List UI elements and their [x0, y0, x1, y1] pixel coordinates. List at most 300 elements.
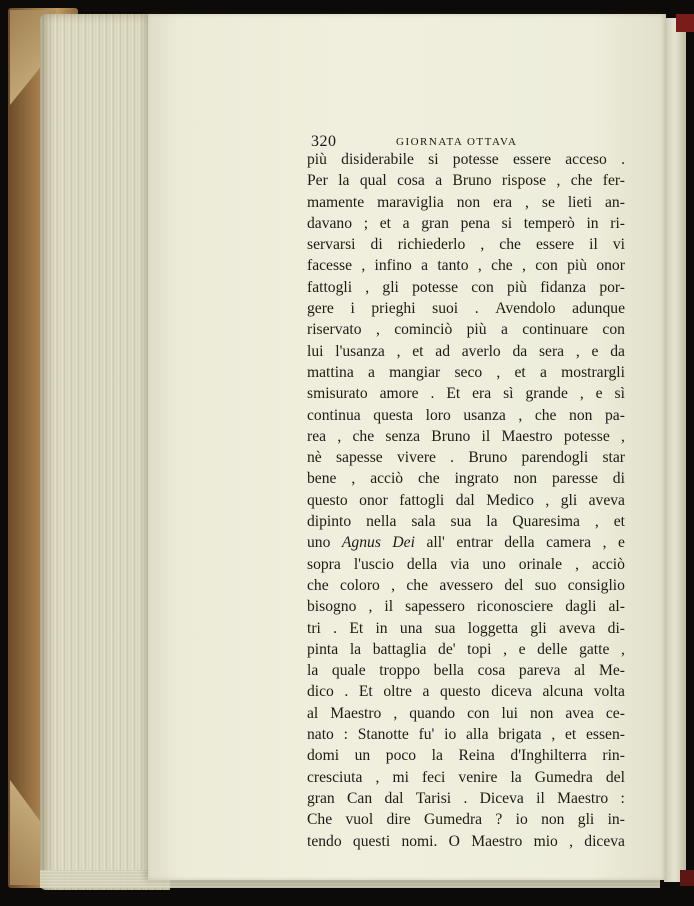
word: Can [347, 789, 373, 807]
text-line [307, 277, 625, 298]
word: tendo [307, 832, 342, 850]
word: sera [538, 342, 565, 360]
word: qual [359, 172, 387, 190]
word: fu' [418, 726, 435, 744]
word: a [500, 321, 508, 339]
word: rispose [501, 172, 547, 190]
word: pena [460, 214, 490, 232]
text-line [307, 511, 625, 532]
word: Per [307, 172, 328, 190]
text-line [307, 639, 625, 660]
word: quando [409, 704, 456, 722]
text-line [307, 192, 625, 213]
word: vi [612, 236, 625, 254]
word: , [337, 427, 342, 445]
word: Maestro [557, 789, 609, 807]
text-line [307, 767, 625, 788]
word: dagli [565, 598, 597, 616]
word: fattogli [307, 278, 353, 296]
word: a [435, 172, 443, 190]
word: dipinto [307, 513, 352, 531]
word: : [343, 726, 348, 744]
word: mi [392, 768, 409, 786]
word: nomi. [401, 832, 438, 850]
word: diceva [491, 683, 532, 701]
word: si [428, 151, 439, 168]
word: bisogno [307, 598, 357, 616]
word: , [477, 257, 482, 275]
word: da [512, 342, 528, 360]
word: al [307, 704, 319, 722]
word: amore [379, 385, 419, 403]
word: , [621, 427, 625, 445]
word: in- [607, 811, 625, 829]
word: alla [466, 726, 489, 744]
word: dire [386, 811, 411, 829]
word: gli [577, 811, 595, 829]
word: consiglio [567, 576, 625, 594]
word: uno [307, 534, 331, 552]
word: di- [607, 619, 625, 637]
word: questi [352, 832, 391, 850]
word: che [534, 406, 557, 424]
word: . [621, 151, 625, 168]
word: Bruno [452, 172, 492, 190]
word: sua [450, 513, 472, 531]
word: poco [385, 747, 417, 765]
word: Diceva [479, 789, 524, 807]
word: gere [307, 300, 334, 318]
word: . [344, 683, 349, 701]
word: sapessero [405, 598, 465, 616]
word: vuol [345, 811, 374, 829]
text-line [307, 575, 625, 596]
word: al- [608, 598, 625, 616]
word: troppo [379, 662, 421, 680]
word: Gumedra [424, 811, 483, 829]
word: coloro [339, 576, 380, 594]
word: , [525, 193, 529, 211]
word: acciò [592, 555, 625, 573]
word: dal [384, 789, 404, 807]
word: volta [593, 683, 625, 701]
section-title: GIORNATA OTTAVA [396, 136, 518, 148]
text-line [307, 554, 625, 575]
word: , [518, 406, 523, 424]
text-line [307, 298, 625, 319]
word: Tarisi [415, 789, 452, 807]
word: , [480, 236, 485, 254]
word: Agnus [341, 534, 381, 552]
word: potesse [563, 427, 610, 445]
word: il [589, 236, 598, 254]
facing-page-edge [664, 18, 686, 882]
word: ? [495, 811, 503, 829]
word: temperò [523, 214, 575, 232]
word: non [513, 470, 538, 488]
word: Gumedra [534, 768, 593, 786]
text-line [307, 149, 625, 170]
word: gli [560, 491, 578, 509]
word: . [463, 789, 468, 807]
word: uno [482, 555, 506, 573]
word: la [431, 747, 443, 765]
word: infino [374, 257, 412, 275]
word: io [444, 726, 457, 744]
word: a [540, 363, 547, 381]
word: acceso [565, 151, 607, 168]
word: feci [421, 768, 446, 786]
text-line [307, 703, 625, 724]
text-line [307, 405, 625, 426]
word: . [474, 300, 479, 318]
word: suo [534, 576, 557, 594]
word: ad [435, 342, 450, 360]
word: . [430, 385, 435, 403]
word: continuare [522, 321, 589, 339]
word: più [567, 257, 587, 275]
word: in [586, 214, 599, 232]
word: essere [535, 236, 575, 254]
word: d'Inghilterra [510, 747, 587, 765]
word: O [448, 832, 460, 850]
word: smisurato [307, 385, 368, 403]
text-line [307, 255, 625, 276]
word: et [379, 214, 391, 232]
word: Et [446, 385, 461, 403]
word: , [522, 257, 526, 275]
word: , [602, 534, 607, 552]
word: mangiar [389, 363, 441, 381]
word: la [510, 768, 522, 786]
word: ri- [610, 214, 625, 232]
word: , [575, 342, 580, 360]
word: Avendolo [495, 300, 556, 318]
word: continua [307, 406, 361, 424]
word: por- [599, 278, 625, 296]
text-line [307, 788, 625, 809]
word: che [570, 172, 593, 190]
text-line [307, 426, 625, 447]
word: con [471, 278, 494, 296]
word: lieti [567, 193, 593, 211]
text-line [307, 341, 625, 362]
text-line [307, 234, 625, 255]
word: Et [358, 683, 373, 701]
word: , [569, 832, 574, 850]
word: paresse [551, 470, 598, 488]
word: lui [307, 342, 324, 360]
word: parendogli [521, 449, 589, 467]
word: tri [307, 619, 321, 637]
word: aveva [559, 619, 596, 637]
word: che [491, 257, 513, 275]
word: nato [307, 726, 334, 744]
word: gli [530, 619, 547, 637]
page-number: 320 [311, 133, 337, 150]
word: , [503, 640, 507, 658]
text-line [307, 213, 625, 234]
word: avea [565, 704, 594, 722]
word: questa [373, 406, 414, 424]
ribbon-marker-bottom [680, 870, 694, 886]
word: di [370, 236, 383, 254]
word: usanza [463, 406, 506, 424]
word: Medico [486, 491, 534, 509]
word: nella [366, 513, 397, 531]
word: che [406, 576, 429, 594]
word: adunque [572, 300, 625, 318]
word: questo [439, 683, 481, 701]
word: an- [605, 193, 625, 211]
word: prieghi [371, 300, 416, 318]
word: che [499, 236, 521, 254]
word: più [507, 278, 527, 296]
word: e [591, 342, 599, 360]
word: gatte [579, 640, 610, 658]
text-line [307, 596, 625, 617]
word: vivere [396, 449, 436, 467]
word: venire [458, 768, 498, 786]
word: che [307, 576, 329, 594]
word: alcuna [542, 683, 584, 701]
word: . [333, 619, 338, 637]
word: più [307, 151, 327, 168]
text-line [307, 618, 625, 639]
word: bene [307, 470, 337, 488]
word: essen- [586, 726, 625, 744]
word: mamente [307, 193, 365, 211]
word: , [579, 385, 584, 403]
word: l'uscio [353, 555, 394, 573]
word: in [375, 619, 388, 637]
word: , [351, 470, 356, 488]
word: pa- [604, 406, 625, 424]
word: Maestro [471, 832, 523, 850]
word: a [421, 257, 429, 275]
word: da [610, 342, 625, 360]
word: non [569, 406, 593, 424]
word: della [406, 555, 438, 573]
word: ce- [605, 704, 625, 722]
word: davano [307, 214, 353, 232]
word: non [541, 811, 565, 829]
word: sì [614, 385, 625, 403]
word: bella [433, 662, 464, 680]
word: Maestro [330, 704, 382, 722]
word: fer- [602, 172, 625, 190]
text-line [307, 490, 625, 511]
text-line [307, 319, 625, 340]
word: cosa [397, 172, 425, 190]
word: avessero [439, 576, 494, 594]
word: diceva [584, 832, 625, 850]
word: gran [307, 789, 335, 807]
word: brigata [498, 726, 542, 744]
word: il [536, 789, 545, 807]
word: un [354, 747, 371, 765]
word: del [504, 576, 524, 594]
word: , [545, 491, 550, 509]
word: , [365, 278, 370, 296]
word: entrar [456, 534, 493, 552]
word: di [612, 470, 625, 488]
word: Me- [599, 662, 625, 680]
word: sì [503, 385, 514, 403]
word: a [368, 363, 375, 381]
word: la [349, 640, 362, 658]
text-line [307, 809, 625, 830]
word: questo [307, 491, 348, 509]
word: a [402, 214, 410, 232]
word: , [375, 321, 380, 339]
word: era [472, 385, 492, 403]
word: , [396, 342, 401, 360]
word: et [564, 726, 577, 744]
word: : [620, 789, 625, 807]
word: Bruno [431, 427, 471, 445]
word: riservato [307, 321, 362, 339]
word: senza [385, 427, 421, 445]
word: ; [363, 214, 369, 232]
text-line [307, 681, 625, 702]
word: Che [307, 811, 333, 829]
word: , [556, 172, 561, 190]
word: onor [359, 491, 388, 509]
word: si [501, 214, 513, 232]
word: mio [533, 832, 558, 850]
word: battaglia [372, 640, 427, 658]
word: sopra [307, 555, 341, 573]
word: era [493, 193, 513, 211]
word: de' [438, 640, 456, 658]
word: , [375, 768, 380, 786]
word: essere [512, 151, 552, 168]
word: facesse [307, 257, 353, 275]
word: domi [307, 747, 340, 765]
word: rea [307, 427, 327, 445]
word: , [391, 576, 396, 594]
word: pinta [307, 640, 339, 658]
word: potesse [412, 278, 459, 296]
text-line [307, 447, 625, 468]
word: rin- [602, 747, 625, 765]
word: Reina [458, 747, 495, 765]
word: il [481, 427, 491, 445]
word: a [422, 683, 430, 701]
text-line [307, 745, 625, 766]
word: fidanza [540, 278, 587, 296]
word: all' [426, 534, 445, 552]
word: i [350, 300, 355, 318]
word: cominciò [394, 321, 453, 339]
word: dico [307, 683, 334, 701]
word: non [529, 704, 554, 722]
word: , [361, 257, 366, 275]
word: gli [382, 278, 399, 296]
word: camera [546, 534, 592, 552]
text-line [307, 660, 625, 681]
word: , [368, 598, 373, 616]
word: sapesse [335, 449, 383, 467]
word: la [338, 172, 350, 190]
word: mattina [307, 363, 354, 381]
word: non [456, 193, 481, 211]
text-line [307, 362, 625, 383]
word: onor [596, 257, 625, 275]
text-line [307, 532, 625, 553]
word: acciò [370, 470, 404, 488]
word: il [384, 598, 394, 616]
word: . [450, 449, 455, 467]
word: Stanotte [357, 726, 409, 744]
body-text [307, 149, 625, 852]
word: io [515, 811, 528, 829]
word: aveva [588, 491, 625, 509]
word: et [514, 363, 526, 381]
word: Bruno [468, 449, 508, 467]
word: che [418, 470, 440, 488]
word: Quaresima [512, 513, 580, 531]
ribbon-marker [676, 14, 694, 32]
word: cresciuta [307, 768, 363, 786]
text-line [307, 383, 625, 404]
word: Et [349, 619, 364, 637]
word: , [496, 363, 501, 381]
word: al [574, 662, 586, 680]
word: una [399, 619, 423, 637]
word: averlo [461, 342, 501, 360]
word: mostrargli [561, 363, 625, 381]
word: e [518, 640, 526, 658]
word: Maestro [501, 427, 553, 445]
word: lui [501, 704, 519, 722]
word: con [602, 321, 625, 339]
word: quale [331, 662, 366, 680]
word: la [486, 513, 498, 531]
word: con [467, 704, 490, 722]
word: via [450, 555, 470, 573]
word: loggetta [467, 619, 518, 637]
word: , [551, 726, 556, 744]
word: del [605, 768, 625, 786]
word: maraviglia [377, 193, 444, 211]
word: servarsi [307, 236, 356, 254]
text-line [307, 724, 625, 745]
word: dal [455, 491, 475, 509]
text-line [307, 170, 625, 191]
word: la [307, 662, 319, 680]
word: seco [454, 363, 483, 381]
word: della [504, 534, 535, 552]
word: che [352, 427, 375, 445]
word: star [602, 449, 625, 467]
word: più [466, 321, 487, 339]
text-line [307, 468, 625, 489]
word: et [412, 342, 424, 360]
word: et [613, 513, 625, 531]
word: sala [411, 513, 436, 531]
word: potesse [452, 151, 499, 168]
word: e [595, 385, 603, 403]
word: orinale [518, 555, 563, 573]
word: disiderabile [341, 151, 414, 168]
word: topi [467, 640, 492, 658]
word: ingrato [454, 470, 499, 488]
word: oltre [383, 683, 412, 701]
word: e [618, 534, 625, 552]
word: loro [425, 406, 451, 424]
